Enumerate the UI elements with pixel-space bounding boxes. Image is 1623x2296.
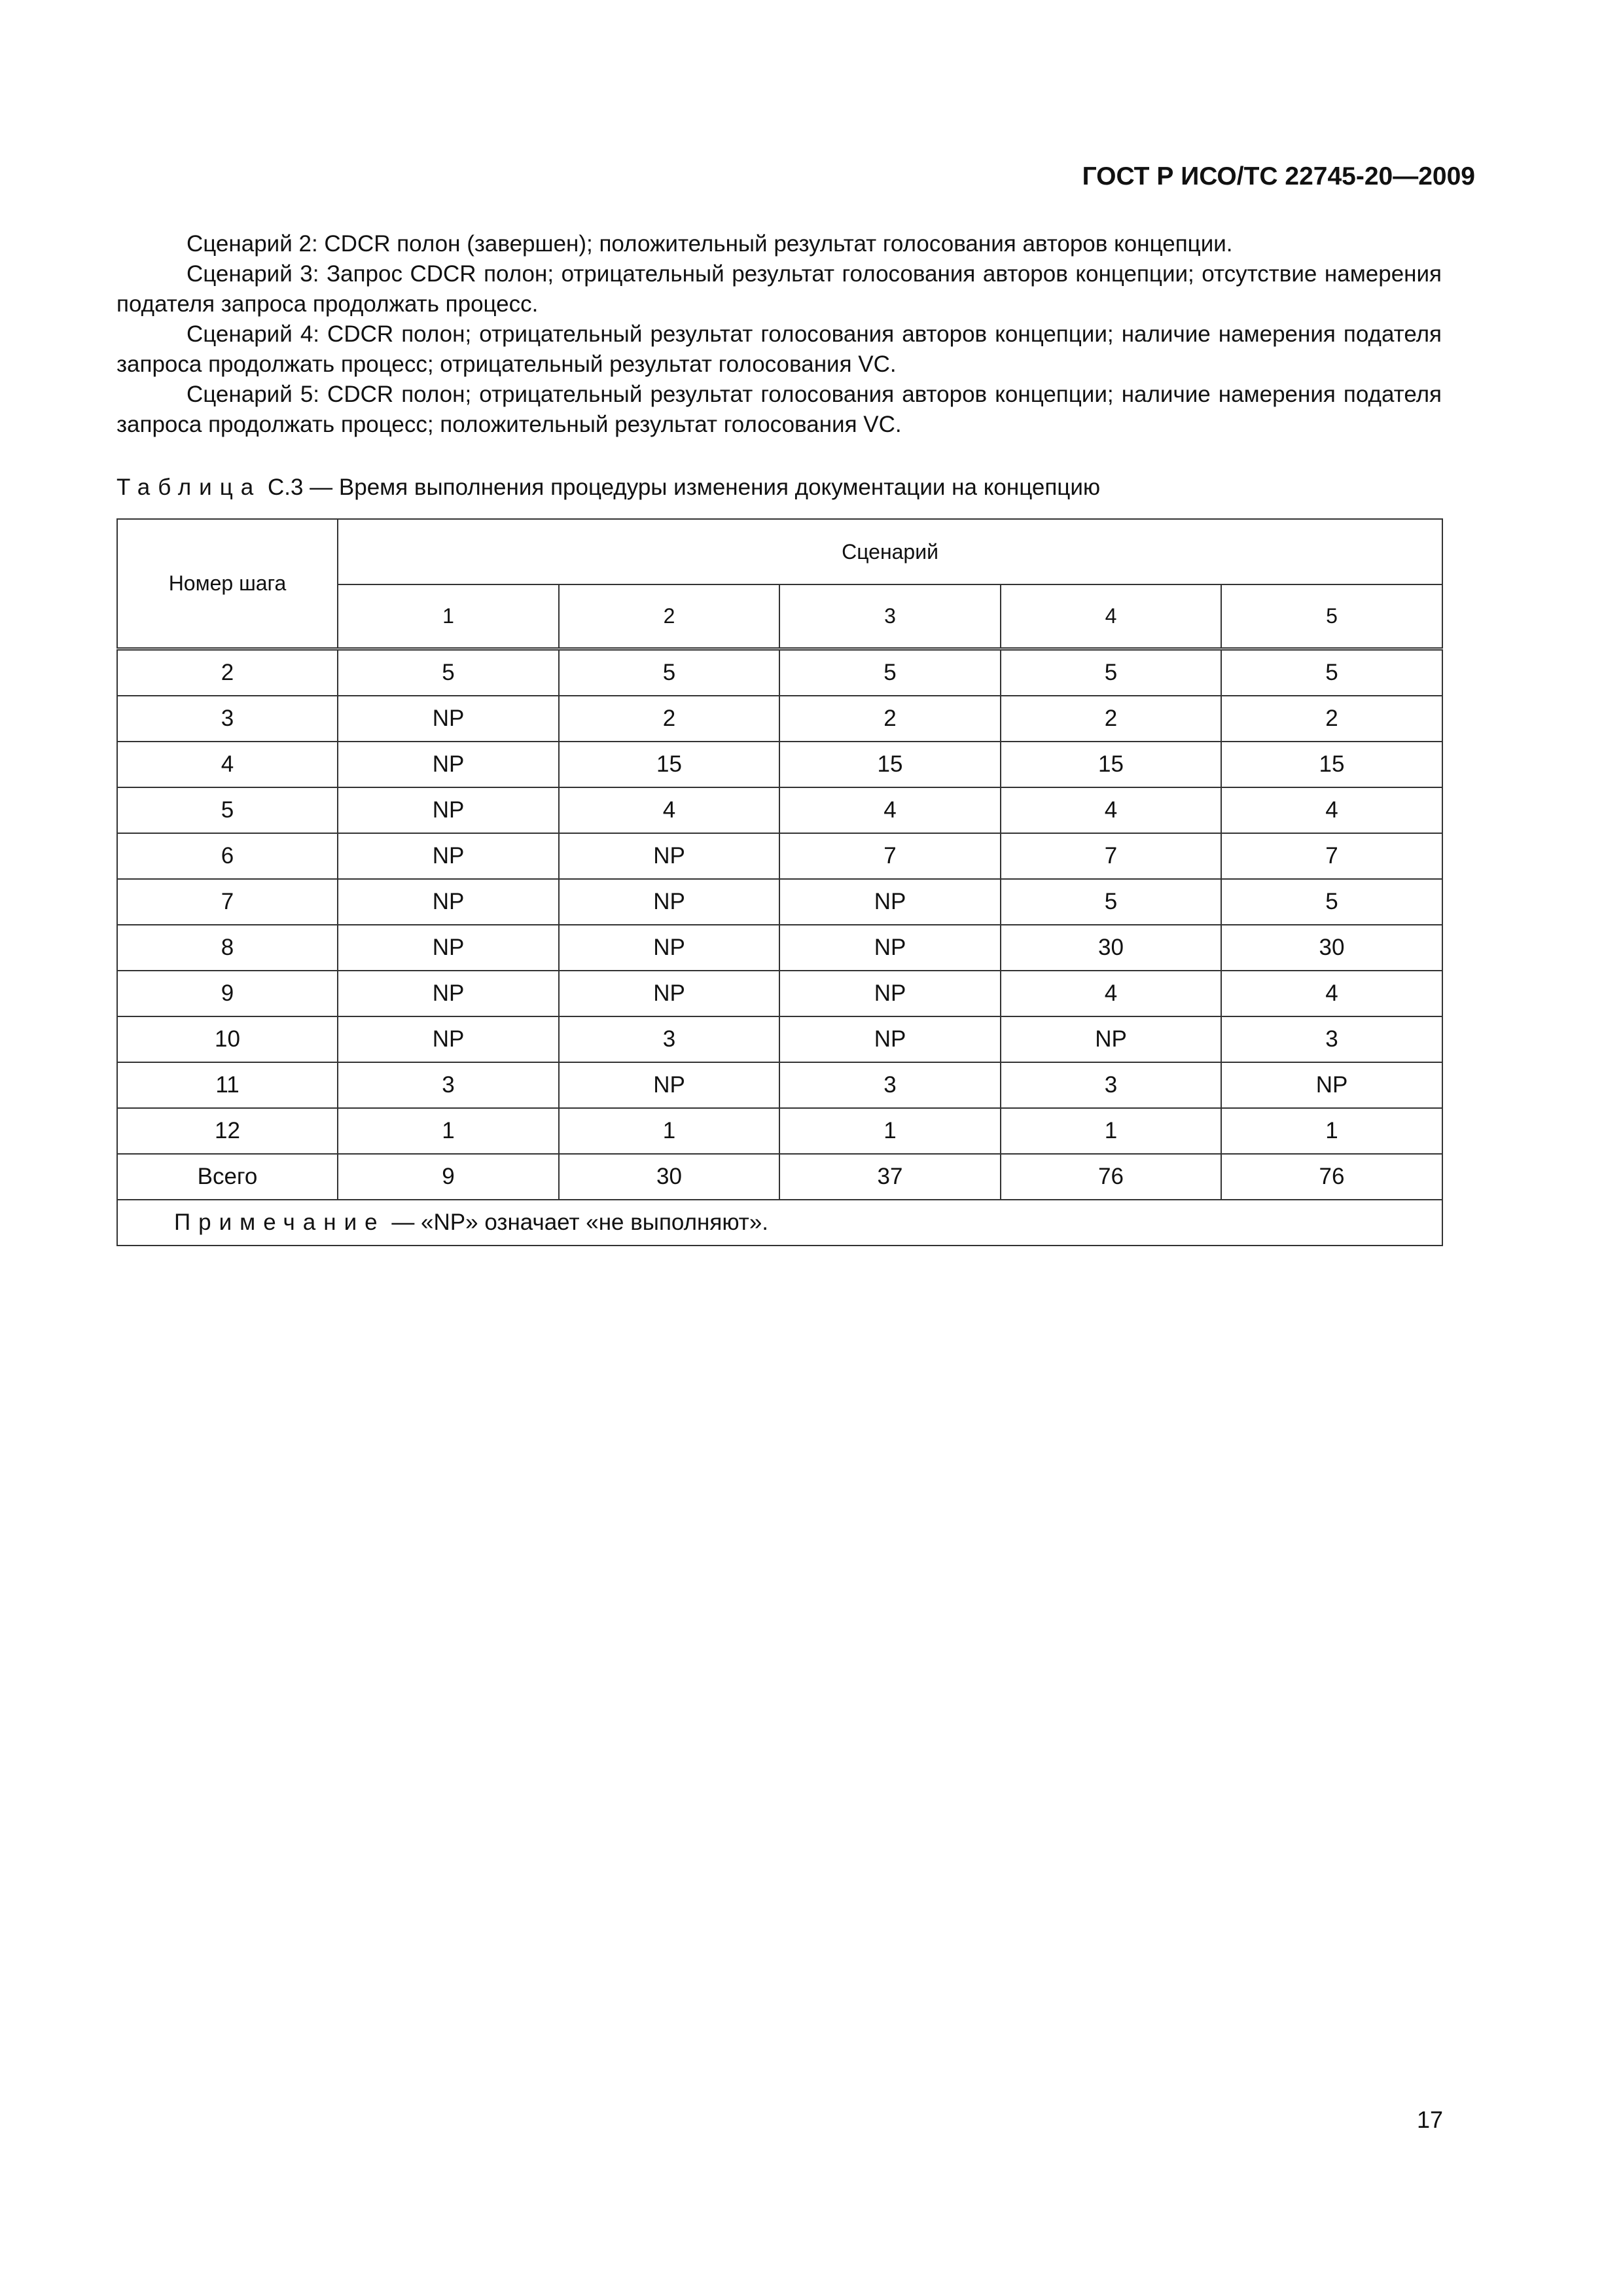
time-cell: 2 bbox=[1001, 696, 1221, 742]
table-note bbox=[117, 1200, 1442, 1246]
step-cell: 10 bbox=[117, 1016, 338, 1062]
step-cell: Всего bbox=[117, 1154, 338, 1200]
time-cell: 1 bbox=[559, 1108, 779, 1154]
table-row bbox=[117, 787, 1442, 833]
time-cell: NP bbox=[779, 879, 1001, 925]
time-cell: NP bbox=[559, 1062, 779, 1108]
time-cell: 1 bbox=[338, 1108, 559, 1154]
header-step-number: Номер шага bbox=[117, 519, 338, 649]
time-cell: 3 bbox=[1221, 1016, 1442, 1062]
step-cell: 12 bbox=[117, 1108, 338, 1154]
time-cell: 30 bbox=[559, 1154, 779, 1200]
time-cell: 1 bbox=[779, 1108, 1001, 1154]
time-cell: 30 bbox=[1221, 925, 1442, 971]
table-row bbox=[117, 1108, 1442, 1154]
table-row bbox=[117, 1154, 1442, 1200]
table-caption bbox=[116, 475, 1100, 501]
step-cell: 7 bbox=[117, 879, 338, 925]
table-caption-label: Таблица bbox=[116, 475, 262, 500]
time-cell: 1 bbox=[1221, 1108, 1442, 1154]
scenario-paragraph: Сценарий 5: CDCR полон; отрицательный результат голосования авторов концепции; наличие намерения подателя запроса продолжать процесс; положительный результат голосования VC. bbox=[116, 382, 1442, 437]
timing-table bbox=[116, 518, 1443, 1246]
table-body bbox=[117, 649, 1442, 1200]
time-cell: NP bbox=[559, 879, 779, 925]
time-cell: 5 bbox=[1001, 879, 1221, 925]
time-cell: 76 bbox=[1221, 1154, 1442, 1200]
time-cell: 4 bbox=[1001, 787, 1221, 833]
step-cell: 8 bbox=[117, 925, 338, 971]
time-cell: 5 bbox=[1001, 649, 1221, 696]
step-cell: 4 bbox=[117, 742, 338, 787]
time-cell: NP bbox=[559, 925, 779, 971]
document-header: ГОСТ Р ИСО/ТС 22745-20—2009 bbox=[1082, 162, 1475, 190]
header-scenario-number: 5 bbox=[1221, 584, 1442, 649]
time-cell: 3 bbox=[338, 1062, 559, 1108]
time-cell: 37 bbox=[779, 1154, 1001, 1200]
time-cell: 7 bbox=[1221, 833, 1442, 879]
step-cell: 2 bbox=[117, 649, 338, 696]
time-cell: NP bbox=[1221, 1062, 1442, 1108]
header-scenario-number: 2 bbox=[559, 584, 779, 649]
time-cell: NP bbox=[338, 833, 559, 879]
step-cell: 6 bbox=[117, 833, 338, 879]
table-row bbox=[117, 1062, 1442, 1108]
step-cell: 5 bbox=[117, 787, 338, 833]
time-cell: 1 bbox=[1001, 1108, 1221, 1154]
time-cell: NP bbox=[338, 696, 559, 742]
time-cell: 5 bbox=[559, 649, 779, 696]
step-cell: 9 bbox=[117, 971, 338, 1016]
table-row bbox=[117, 742, 1442, 787]
time-cell: 5 bbox=[779, 649, 1001, 696]
time-cell: 2 bbox=[779, 696, 1001, 742]
time-cell: 15 bbox=[1001, 742, 1221, 787]
time-cell: 7 bbox=[1001, 833, 1221, 879]
scenario-descriptions bbox=[116, 229, 1442, 440]
table-row bbox=[117, 1016, 1442, 1062]
time-cell: 5 bbox=[338, 649, 559, 696]
time-cell: NP bbox=[338, 971, 559, 1016]
time-cell: NP bbox=[338, 742, 559, 787]
table-row bbox=[117, 971, 1442, 1016]
header-scenario-number: 3 bbox=[779, 584, 1001, 649]
step-cell: 11 bbox=[117, 1062, 338, 1108]
time-cell: 3 bbox=[779, 1062, 1001, 1108]
time-cell: NP bbox=[1001, 1016, 1221, 1062]
table-row bbox=[117, 696, 1442, 742]
scenario-paragraph: Сценарий 2: CDCR полон (завершен); положительный результат голосования авторов концепции. bbox=[187, 231, 1233, 257]
table-row bbox=[117, 649, 1442, 696]
time-cell: 4 bbox=[559, 787, 779, 833]
time-cell: NP bbox=[779, 1016, 1001, 1062]
time-cell: 2 bbox=[1221, 696, 1442, 742]
time-cell: NP bbox=[338, 925, 559, 971]
time-cell: NP bbox=[338, 1016, 559, 1062]
time-cell: 9 bbox=[338, 1154, 559, 1200]
time-cell: 4 bbox=[1221, 787, 1442, 833]
header-scenario-number: 4 bbox=[1001, 584, 1221, 649]
time-cell: NP bbox=[559, 971, 779, 1016]
scenario-paragraph: Сценарий 3: Запрос CDCR полон; отрицательный результат голосования авторов концепции; отсутствие намерения подателя запроса продолжать процесс. bbox=[116, 261, 1442, 317]
time-cell: 4 bbox=[1001, 971, 1221, 1016]
table-row bbox=[117, 879, 1442, 925]
time-cell: NP bbox=[338, 879, 559, 925]
header-scenario: Сценарий bbox=[338, 519, 1442, 584]
time-cell: 4 bbox=[1221, 971, 1442, 1016]
time-cell: 4 bbox=[779, 787, 1001, 833]
time-cell: NP bbox=[559, 833, 779, 879]
time-cell: 3 bbox=[1001, 1062, 1221, 1108]
time-cell: 30 bbox=[1001, 925, 1221, 971]
time-cell: 5 bbox=[1221, 879, 1442, 925]
note-text: — «NP» означает «не выполняют». bbox=[391, 1209, 769, 1235]
time-cell: 3 bbox=[559, 1016, 779, 1062]
time-cell: 15 bbox=[1221, 742, 1442, 787]
scenario-paragraph: Сценарий 4: CDCR полон; отрицательный результат голосования авторов концепции; наличие намерения подателя запроса продолжать процесс; отрицательный результат голосования VC. bbox=[116, 321, 1442, 377]
time-cell: 5 bbox=[1221, 649, 1442, 696]
time-cell: NP bbox=[779, 925, 1001, 971]
time-cell: 15 bbox=[779, 742, 1001, 787]
note-label: Примечание bbox=[174, 1209, 385, 1235]
time-cell: 7 bbox=[779, 833, 1001, 879]
table-row bbox=[117, 833, 1442, 879]
table-caption-text: С.3 — Время выполнения процедуры изменения документации на концепцию bbox=[267, 475, 1101, 500]
table-row bbox=[117, 925, 1442, 971]
page-number: 17 bbox=[1416, 2106, 1443, 2133]
time-cell: 2 bbox=[559, 696, 779, 742]
header-scenario-number: 1 bbox=[338, 584, 559, 649]
time-cell: NP bbox=[779, 971, 1001, 1016]
time-cell: 15 bbox=[559, 742, 779, 787]
time-cell: NP bbox=[338, 787, 559, 833]
step-cell: 3 bbox=[117, 696, 338, 742]
time-cell: 76 bbox=[1001, 1154, 1221, 1200]
